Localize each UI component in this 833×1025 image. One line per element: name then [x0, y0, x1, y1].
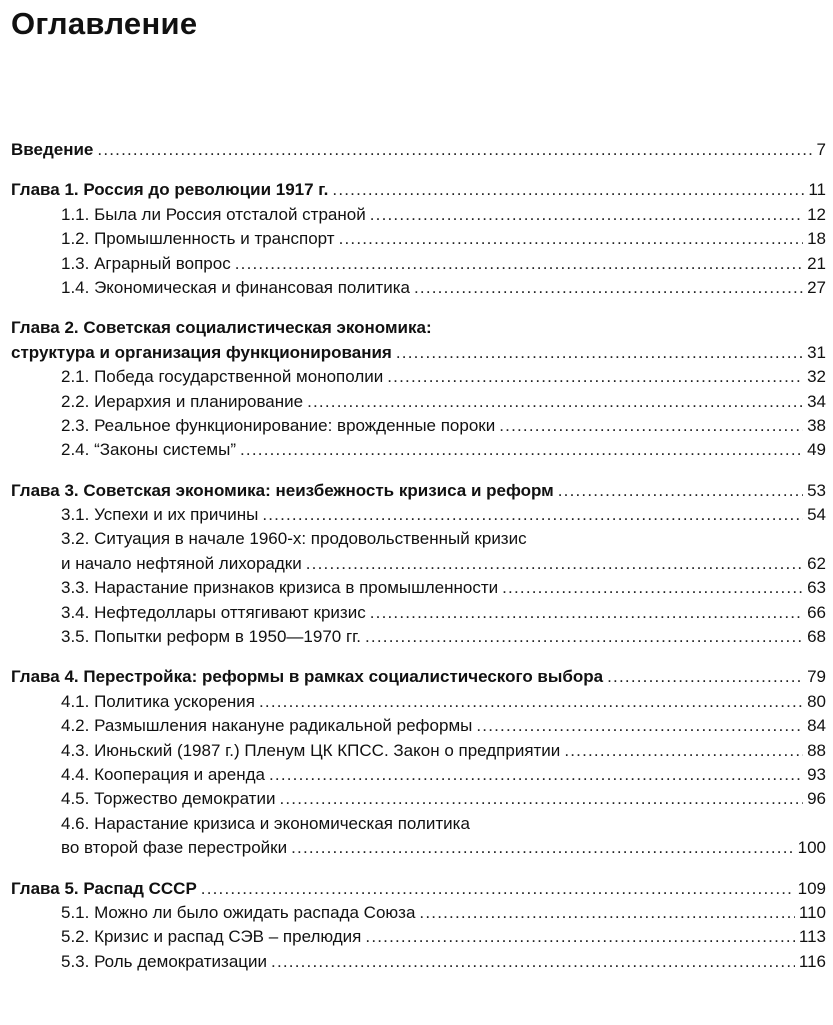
page-number: 80 — [807, 691, 826, 711]
toc-subsection-entry — [11, 950, 826, 974]
dot-leader — [240, 438, 803, 462]
toc-section — [11, 877, 826, 975]
page-number: 62 — [807, 553, 826, 573]
dot-leader — [365, 925, 795, 949]
dot-leader — [419, 901, 794, 925]
page-number: 34 — [807, 391, 826, 411]
page-number: 116 — [798, 951, 826, 971]
toc-subsection-entry — [11, 601, 826, 625]
toc-chapter-entry — [11, 877, 826, 901]
page-number: 79 — [807, 667, 826, 687]
toc-subsection-entry — [11, 503, 826, 527]
dot-leader — [502, 576, 803, 600]
page-number: 21 — [807, 253, 826, 273]
page-number: 63 — [807, 578, 826, 598]
page-number: 53 — [807, 480, 826, 500]
toc-subsection-entry — [11, 836, 826, 860]
dot-leader — [339, 227, 804, 251]
toc-section — [11, 316, 826, 462]
toc-subsection-entry — [11, 227, 826, 251]
toc-subsection-entry — [11, 252, 826, 276]
page-number: 11 — [808, 180, 826, 200]
page-number: 113 — [798, 927, 826, 947]
page-number: 38 — [807, 415, 826, 435]
dot-leader — [306, 552, 803, 576]
toc-subsection-entry — [11, 390, 826, 414]
dot-leader — [564, 739, 803, 763]
toc-section — [11, 178, 826, 300]
dot-leader — [259, 690, 803, 714]
page-number: 66 — [807, 602, 826, 622]
toc-section — [11, 138, 826, 162]
toc-entry-text: 4.1. Политика ускорения — [61, 691, 255, 711]
page-number: 18 — [807, 229, 826, 249]
page-number: 100 — [797, 838, 826, 858]
toc-subsection-entry — [11, 438, 826, 462]
toc-entry-text: 4.5. Торжество демократии — [61, 789, 276, 809]
toc-entry-text: 3.1. Успехи и их причины — [61, 505, 259, 525]
dot-leader — [291, 836, 794, 860]
dot-leader — [476, 714, 803, 738]
toc-entry-text: Глава 2. Советская социалистическая экономика: — [11, 318, 432, 338]
toc-entry-text: 1.3. Аграрный вопрос — [61, 253, 231, 273]
toc-entry-text: 1.4. Экономическая и финансовая политика — [61, 277, 410, 297]
toc-subsection-entry — [11, 552, 826, 576]
toc-entry-text: 5.3. Роль демократизации — [61, 951, 268, 971]
toc-entry-text: во второй фазе перестройки — [61, 838, 288, 858]
toc-chapter-entry — [11, 178, 826, 202]
dot-leader — [332, 178, 804, 202]
page-number: 109 — [797, 878, 826, 898]
toc-entry-text: и начало нефтяной лихорадки — [61, 553, 302, 573]
page-number: 88 — [807, 740, 826, 760]
page-number: 7 — [816, 140, 826, 159]
dot-leader — [262, 503, 803, 527]
toc-subsection-entry — [11, 414, 826, 438]
toc-subsection-entry — [11, 625, 826, 649]
table-of-contents — [11, 138, 826, 990]
toc-subsection-entry — [11, 901, 826, 925]
page-number: 54 — [807, 505, 826, 525]
toc-entry-text: Глава 1. Россия до революции 1917 г. — [11, 180, 329, 200]
toc-entry-text: Глава 3. Советская экономика: неизбежность кризиса и реформ — [11, 480, 554, 500]
dot-leader — [271, 950, 795, 974]
toc-subsection-entry — [11, 763, 826, 787]
dot-leader — [558, 479, 803, 503]
dot-leader — [396, 341, 803, 365]
page-number: 27 — [807, 277, 826, 297]
toc-entry-text: Глава 4. Перестройка: реформы в рамках социалистического выбора — [11, 667, 604, 687]
toc-subsection-entry — [11, 925, 826, 949]
toc-entry-text: 3.5. Попытки реформ в 1950—1970 гг. — [61, 627, 361, 647]
toc-section — [11, 479, 826, 650]
page-title: Оглавление — [11, 6, 198, 41]
dot-leader — [365, 625, 803, 649]
page-number: 49 — [807, 440, 826, 460]
dot-leader — [387, 365, 803, 389]
toc-subsection-entry — [11, 276, 826, 300]
toc-subsection-entry — [11, 787, 826, 811]
dot-leader — [370, 601, 803, 625]
toc-entry-text: Глава 5. Распад СССР — [11, 878, 197, 898]
toc-chapter-entry — [11, 316, 826, 340]
dot-leader — [235, 252, 803, 276]
toc-entry-text: 1.2. Промышленность и транспорт — [61, 229, 335, 249]
toc-subsection-entry — [11, 812, 826, 836]
toc-chapter-entry — [11, 341, 826, 365]
dot-leader — [269, 763, 803, 787]
toc-subsection-entry — [11, 690, 826, 714]
toc-entry-text: 3.2. Ситуация в начале 1960-х: продовольственный кризис — [61, 529, 527, 549]
toc-entry-text: 1.1. Была ли Россия отсталой страной — [61, 204, 366, 224]
dot-leader — [201, 877, 794, 901]
toc-entry-text: 2.3. Реальное функционирование: врожденные пороки — [61, 415, 496, 435]
dot-leader — [279, 787, 803, 811]
toc-entry-text: 2.4. “Законы системы” — [61, 440, 236, 460]
toc-entry-text: 2.2. Иерархия и планирование — [61, 391, 304, 411]
dot-leader — [307, 390, 803, 414]
toc-subsection-entry — [11, 714, 826, 738]
toc-chapter-entry — [11, 665, 826, 689]
dot-leader — [414, 276, 803, 300]
toc-entry-text: 5.1. Можно ли было ожидать распада Союза — [61, 902, 416, 922]
toc-subsection-entry — [11, 203, 826, 227]
toc-subsection-entry — [11, 576, 826, 600]
toc-entry-text: 4.4. Кооперация и аренда — [61, 764, 265, 784]
dot-leader — [607, 665, 803, 689]
toc-entry-text: структура и организация функционирования — [11, 342, 392, 362]
page-number: 84 — [807, 716, 826, 736]
page-number: 12 — [807, 204, 826, 224]
toc-entry-text: 4.3. Июньский (1987 г.) Пленум ЦК КПСС. Закон о предприятии — [61, 740, 561, 760]
page-number: 96 — [807, 789, 826, 809]
toc-entry-text: 2.1. Победа государственной монополии — [61, 367, 384, 387]
toc-subsection-entry — [11, 365, 826, 389]
page-number: 32 — [807, 367, 826, 387]
toc-subsection-entry — [11, 527, 826, 551]
toc-chapter-entry — [11, 138, 826, 162]
page-number: 93 — [807, 764, 826, 784]
toc-entry-text: Введение — [11, 140, 94, 159]
toc-chapter-entry — [11, 479, 826, 503]
toc-section — [11, 665, 826, 860]
toc-entry-text: 4.2. Размышления накануне радикальной реформы — [61, 716, 473, 736]
page-number: 110 — [798, 902, 826, 922]
toc-entry-text: 5.2. Кризис и распад СЭВ – прелюдия — [61, 927, 362, 947]
dot-leader — [499, 414, 803, 438]
toc-entry-text: 3.4. Нефтедоллары оттягивают кризис — [61, 602, 366, 622]
page-number: 68 — [807, 627, 826, 647]
dot-leader — [370, 203, 803, 227]
page-number: 31 — [807, 342, 826, 362]
toc-entry-text: 4.6. Нарастание кризиса и экономическая политика — [61, 813, 470, 833]
toc-subsection-entry — [11, 739, 826, 763]
toc-entry-text: 3.3. Нарастание признаков кризиса в промышленности — [61, 578, 499, 598]
dot-leader — [97, 138, 812, 162]
